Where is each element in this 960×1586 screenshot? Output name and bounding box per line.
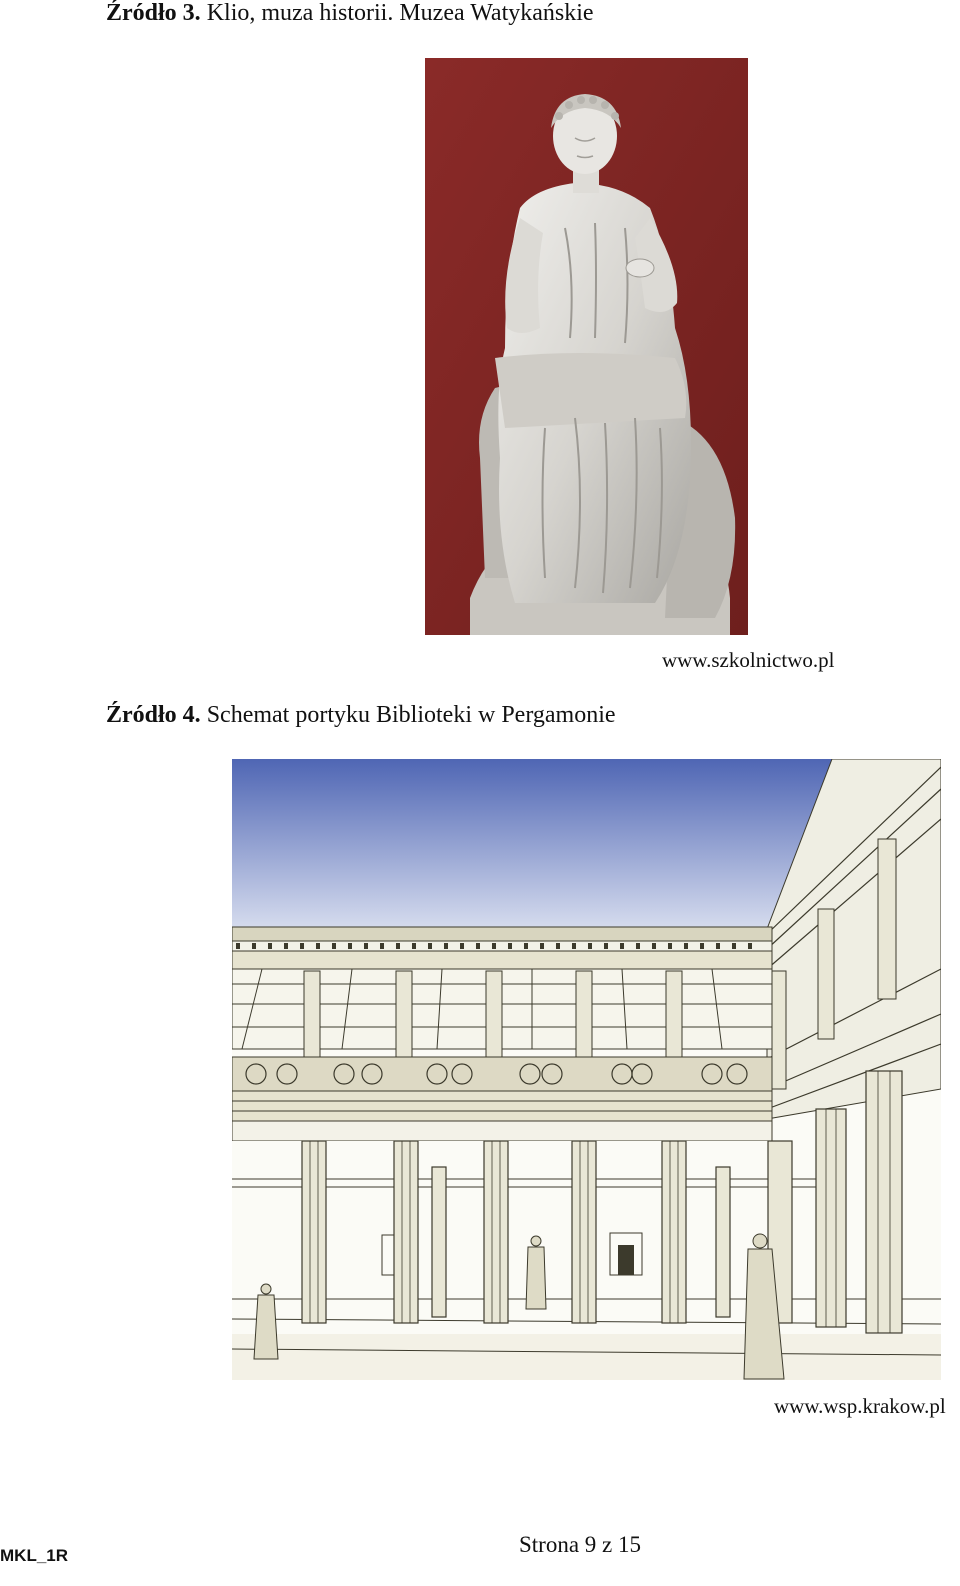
exam-code: MKL_1R: [0, 1546, 69, 1565]
figure-left: [254, 1295, 278, 1359]
source-4-title: Schemat portyku Biblioteki w Pergamonie: [206, 702, 616, 728]
source-3-label: Źródło 3.: [106, 0, 201, 26]
source-3-credit: www.szkolnictwo.pl: [662, 648, 835, 672]
portico-library-diagram: [232, 759, 941, 1380]
source-3-title: Klio, muza historii. Muzea Watykańskie: [206, 0, 594, 26]
portico-illustration: [232, 759, 941, 1380]
source-4-label: Źródło 4.: [106, 702, 201, 728]
source-4-heading: [106, 702, 616, 729]
source-4-credit: www.wsp.krakow.pl: [774, 1394, 946, 1418]
clio-statue-image: [425, 58, 748, 635]
statue-illustration: [425, 58, 748, 635]
sky: [232, 759, 832, 929]
page-number: Strona 9 z 15: [519, 1532, 642, 1557]
source-3-heading: [106, 0, 594, 27]
figure-center: [526, 1247, 546, 1309]
